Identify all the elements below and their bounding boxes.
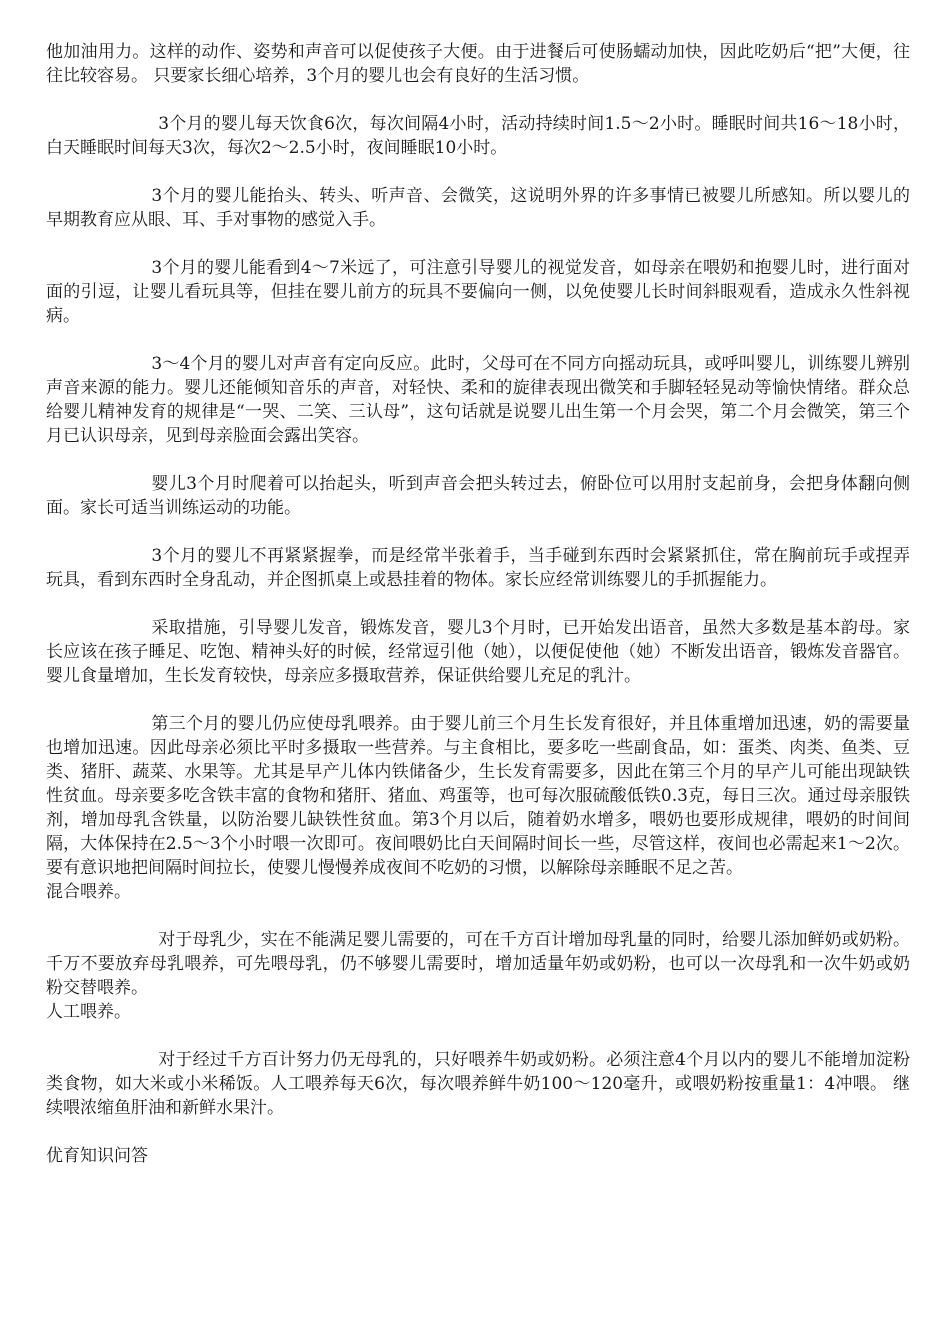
paragraph-artificial-feeding: 对于经过千方百计努力仍无母乳的，只好喂养牛奶或奶粉。必须注意4个月以内的婴儿不能增加淀粉类食物，如大米或小米稀饭。人工喂养每天6次，每次喂养鲜牛奶100～120毫升，或喂奶粉按重量1：4冲喂。 继续喂浓缩鱼肝油和新鲜水果汁。: [46, 1050, 910, 1118]
spacer: [46, 328, 910, 352]
paragraph-toilet-training: 他加油用力。这样的动作、姿势和声音可以促使孩子大便。由于进餐后可使肠蠕动加快，因此吃奶后“把”大便，往往比较容易。 只要家长细心培养，3个月的婴儿也会有良好的生活习惯。: [46, 42, 910, 86]
paragraph-motor: 婴儿3个月时爬着可以抬起头，听到声音会把头转过去，俯卧位可以用肘支起前身，会把身体翻向侧面。家长可适当训练运动的功能。: [46, 474, 910, 518]
spacer: [46, 688, 910, 712]
spacer: [46, 520, 910, 544]
spacer: [46, 232, 910, 256]
spacer: [46, 592, 910, 616]
footer-title: 优育知识问答: [46, 1146, 148, 1166]
paragraph-early-education: 3个月的婴儿能抬头、转头、听声音、会微笑，这说明外界的许多事情已被婴儿所感知。所以婴儿的早期教育应从眼、耳、手对事物的感觉入手。: [46, 186, 910, 230]
paragraph-hearing: 3～4个月的婴儿对声音有定向反应。此时，父母可在不同方向摇动玩具，或呼叫婴儿，训练婴儿辨别声音来源的能力。婴儿还能倾知音乐的声音，对轻快、柔和的旋律表现出微笑和手脚轻轻晃动等愉快情绪。群众总给婴儿精神发育的规律是“一哭、二笑、三认母”，这句话就是说婴儿出生第一个月会哭，第二个月会微笑，第三个月已认识母亲，见到母亲脸面会露出笑容。: [46, 354, 910, 446]
spacer: [46, 1120, 910, 1144]
spacer: [46, 88, 910, 112]
paragraph-vision: 3个月的婴儿能看到4～7米远了，可注意引导婴儿的视觉发音，如母亲在喂奶和抱婴儿时，进行面对面的引逗，让婴儿看玩具等，但挂在婴儿前方的玩具不要偏向一侧，以免使婴儿长时间斜眼观看，造成永久性斜视病。: [46, 258, 910, 326]
heading-artificial-feeding: 人工喂养。: [46, 1002, 131, 1022]
paragraph-daily-schedule: 3个月的婴儿每天饮食6次，每次间隔4小时，活动持续时间1.5～2小时。睡眠时间共16～18小时，白天睡眠时间每天3次，每次2～2.5小时，夜间睡眠10小时。: [46, 114, 910, 158]
spacer: [46, 1024, 910, 1048]
paragraph-grasping: 3个月的婴儿不再紧紧握拳，而是经常半张着手，当手碰到东西时会紧紧抓住，常在胸前玩手或捏弄玩具，看到东西时全身乱动，并企图抓桌上或悬挂着的物体。家长应经常训练婴儿的手抓握能力。: [46, 546, 910, 590]
paragraph-speech: 采取措施，引导婴儿发音，锻炼发音，婴儿3个月时，已开始发出语音，虽然大多数是基本韵母。家长应该在孩子睡足、吃饱、精神头好的时候，经常逗引他（她），以便促使他（她）不断发出语音，锻炼发音器官。 婴儿食量增加，生长发育较快，母亲应多摄取营养，保证供给婴儿充足的乳汁。: [46, 618, 910, 686]
heading-mixed-feeding: 混合喂养。: [46, 882, 131, 902]
spacer: [46, 448, 910, 472]
paragraph-mixed-feeding: 对于母乳少，实在不能满足婴儿需要的，可在千方百计增加母乳量的同时，给婴儿添加鲜奶或奶粉。千万不要放弃母乳喂养，可先喂母乳，仍不够婴儿需要时，增加适量年奶或奶粉，也可以一次母乳和一次牛奶或奶粉交替喂养。: [46, 930, 910, 998]
spacer: [46, 904, 910, 928]
spacer: [46, 160, 910, 184]
paragraph-breastfeeding: 第三个月的婴儿仍应使母乳喂养。由于婴儿前三个月生长发育很好，并且体重增加迅速，奶的需要量也增加迅速。因此母亲必须比平时多摄取一些营养。与主食相比，要多吃一些副食品，如：蛋类、肉类、鱼类、豆类、猪肝、蔬菜、水果等。尤其是早产儿体内铁储备少，生长发育需要多，因此在第三个月的早产儿可能出现缺铁性贫血。母亲要多吃含铁丰富的食物和猪肝、猪血、鸡蛋等，也可每次服硫酸低铁0.3克，每日三次。通过母亲服铁剂，增加母乳含铁量，以防治婴儿缺铁性贫血。第3个月以后，随着奶水增多，喂奶也要形成规律，喂奶的时间间隔，大体保持在2.5～3个小时喂一次即可。夜间喂奶比白天间隔时间长一些，尽管这样，夜间也必需起来1～2次。要有意识地把间隔时间拉长，使婴儿慢慢养成夜间不吃奶的习惯，以解除母亲睡眠不足之苦。: [46, 714, 910, 878]
